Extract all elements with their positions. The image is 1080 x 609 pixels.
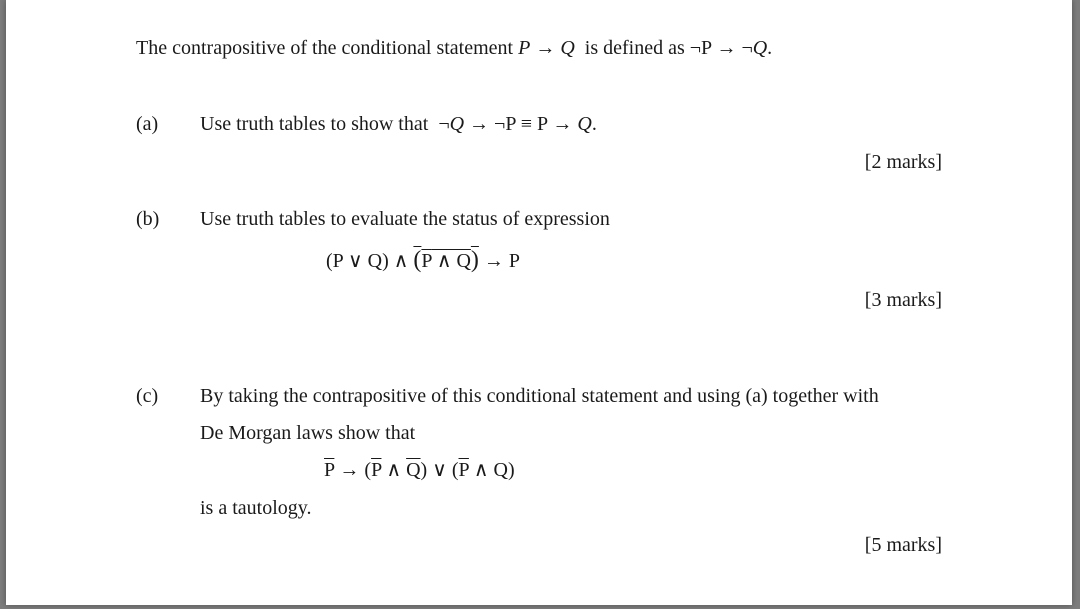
part-c-expression: [324, 458, 515, 482]
part-b-expr-left: (P ∨ Q) ∧: [326, 250, 409, 272]
intro-prefix: The contrapositive of the conditional statement: [136, 37, 514, 59]
part-c-text-line1: By taking the contrapositive of this conditional statement and using (a) together with: [200, 385, 879, 407]
part-b-close-paren: ): [470, 247, 479, 273]
part-a-var-q: Q: [449, 113, 465, 135]
intro-mid: is defined as: [584, 37, 685, 59]
part-c-tail: is a tautology.: [200, 497, 312, 519]
intro-neg-p: ¬P: [689, 37, 712, 59]
part-a-neg: ¬: [438, 113, 450, 135]
intro-neg-symbol: ¬: [741, 37, 753, 59]
part-b-open-paren: (: [413, 247, 422, 273]
part-c-p-bar-2: $\overline{P}$: [371, 459, 382, 481]
part-c-label: (c): [136, 385, 159, 407]
part-c-p-bar-3: $\overline{P}$: [458, 459, 469, 481]
part-c-text-line2: De Morgan laws show that: [200, 422, 416, 444]
part-a-marks: [2 marks]: [864, 151, 942, 173]
intro-var-q: Q: [560, 37, 575, 59]
part-a-label: (a): [136, 113, 159, 135]
part-a-period: .: [591, 113, 597, 135]
part-a-question: [200, 112, 597, 136]
part-c-and-2: ∧ Q): [468, 459, 515, 481]
part-b-p-bar: P: [421, 250, 432, 272]
part-c-marks: [5 marks]: [864, 534, 942, 556]
document-page: [6, 0, 1072, 605]
intro-statement: [136, 36, 772, 60]
part-a-expr-rest: → ¬P ≡ P →: [469, 113, 573, 135]
part-b-marks: [3 marks]: [864, 289, 942, 311]
part-b-label: (b): [136, 208, 160, 230]
part-a-var-q2: Q: [577, 113, 592, 135]
intro-arrow: →: [535, 37, 556, 59]
part-c-p-bar-1: $\overline{P}$: [324, 459, 335, 481]
intro-period: .: [767, 37, 773, 59]
intro-var-p: P: [518, 37, 531, 59]
part-b-expr-tail: → P: [483, 250, 521, 272]
part-c-q-bar: $\overline{Q}$: [406, 459, 421, 481]
part-b-expr-mid: ∧ Q: [431, 250, 471, 272]
part-c-arrow: → (: [339, 459, 372, 481]
intro-contra-arrow: →: [716, 37, 737, 59]
part-c-and-1: ∧: [381, 459, 407, 481]
intro-neg-q: Q: [752, 37, 768, 59]
part-b-expression: [326, 248, 520, 273]
part-b-negated-group: [413, 247, 479, 273]
part-c-or: ) ∨ (: [420, 459, 459, 481]
part-a-text: Use truth tables to show that: [200, 113, 429, 135]
part-b-text: Use truth tables to evaluate the status of expression: [200, 208, 610, 230]
